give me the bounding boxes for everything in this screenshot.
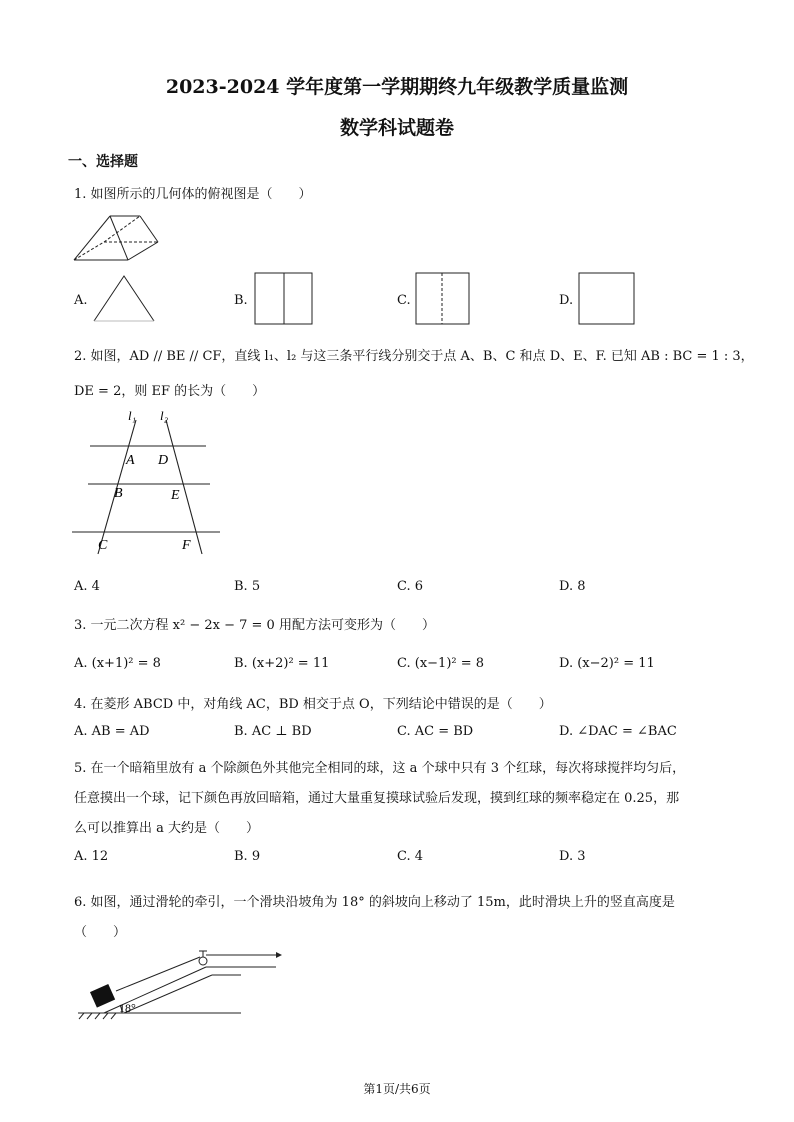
q1-option-d-label: D. bbox=[559, 293, 574, 308]
q2-label-c: C bbox=[98, 538, 108, 553]
q2-option-a: A. 4 bbox=[74, 579, 100, 594]
q1-option-a-label: A. bbox=[74, 293, 88, 308]
q4-option-a: A. AB = AD bbox=[74, 724, 150, 739]
question-5-line1: 5. 在一个暗箱里放有 a 个除颜色外其他完全相同的球，这 a 个球中只有 3 个红球，每次将球搅拌均匀后， bbox=[74, 761, 686, 776]
q2-option-c: C. 6 bbox=[397, 579, 424, 594]
q1-option-b-label: B. bbox=[234, 293, 248, 308]
question-4: 4. 在菱形 ABCD 中，对角线 AC，BD 相交于点 O，下列结论中错误的是（ ） bbox=[74, 697, 552, 712]
q5-option-a: A. 12 bbox=[74, 849, 109, 864]
q2-label-l1: l₁ bbox=[128, 408, 137, 423]
q1-option-b-figure bbox=[254, 272, 314, 326]
q3-option-b: B. (x+2)² = 11 bbox=[234, 656, 330, 671]
q4-option-b: B. AC ⊥ BD bbox=[234, 724, 312, 739]
question-6-line1: 6. 如图，通过滑轮的牵引，一个滑块沿坡角为 18° 的斜坡向上移动了 15m，此时滑块上升的竖直高度是 bbox=[74, 895, 675, 910]
q2-label-f: F bbox=[182, 538, 191, 553]
section-heading: 一、选择题 bbox=[68, 154, 138, 170]
q4-option-d: D. ∠DAC = ∠BAC bbox=[559, 724, 677, 739]
question-5-line2: 任意摸出一个球，记下颜色再放回暗箱，通过大量重复摸球试验后发现，摸到红球的频率稳定在 0.25，那 bbox=[74, 791, 680, 806]
q2-label-b: B bbox=[114, 486, 123, 501]
q6-slope-pulley-figure bbox=[76, 945, 296, 1025]
question-2-line2: DE = 2，则 EF 的长为（ ） bbox=[74, 384, 266, 399]
question-5-line3: 么可以推算出 a 大约是（ ） bbox=[74, 821, 260, 836]
page-subtitle: 数学科试题卷 bbox=[339, 117, 454, 139]
page-footer: 第1页/共6页 bbox=[363, 1082, 431, 1096]
question-1: 1. 如图所示的几何体的俯视图是（ ） bbox=[74, 187, 312, 202]
question-3: 3. 一元二次方程 x² − 2x − 7 = 0 用配方法可变形为（ ） bbox=[74, 618, 435, 633]
q1-option-c-figure bbox=[415, 272, 471, 326]
q2-label-l2: l₂ bbox=[160, 408, 169, 423]
q3-option-a: A. (x+1)² = 8 bbox=[74, 656, 161, 671]
q2-option-b: B. 5 bbox=[234, 579, 261, 594]
q2-label-e: E bbox=[171, 488, 180, 503]
page-title: 2023-2024 学年度第一学期期终九年级教学质量监测 bbox=[165, 76, 629, 98]
question-6-line2: （ ） bbox=[74, 925, 127, 940]
q1-option-d-figure bbox=[578, 272, 636, 326]
q2-option-d: D. 8 bbox=[559, 579, 586, 594]
q1-option-a-figure bbox=[92, 272, 158, 324]
q5-option-c: C. 4 bbox=[397, 849, 424, 864]
q3-option-c: C. (x−1)² = 8 bbox=[397, 656, 485, 671]
q5-option-d: D. 3 bbox=[559, 849, 586, 864]
question-2-line1: 2. 如图，AD // BE // CF，直线 l₁、l₂ 与这三条平行线分别交于点 A、B、C 和点 D、E、F. 已知 AB : BC = 1 : 3， bbox=[74, 349, 754, 364]
q1-option-c-label: C. bbox=[397, 293, 411, 308]
q3-option-d: D. (x−2)² = 11 bbox=[559, 656, 655, 671]
q5-option-b: B. 9 bbox=[234, 849, 261, 864]
q1-prism-figure bbox=[70, 212, 160, 270]
q2-parallel-lines-figure bbox=[70, 408, 230, 558]
q2-label-a: A bbox=[126, 453, 135, 468]
q6-angle-label: 18° bbox=[119, 1001, 136, 1015]
q2-label-d: D bbox=[158, 453, 169, 468]
q4-option-c: C. AC = BD bbox=[397, 724, 474, 739]
